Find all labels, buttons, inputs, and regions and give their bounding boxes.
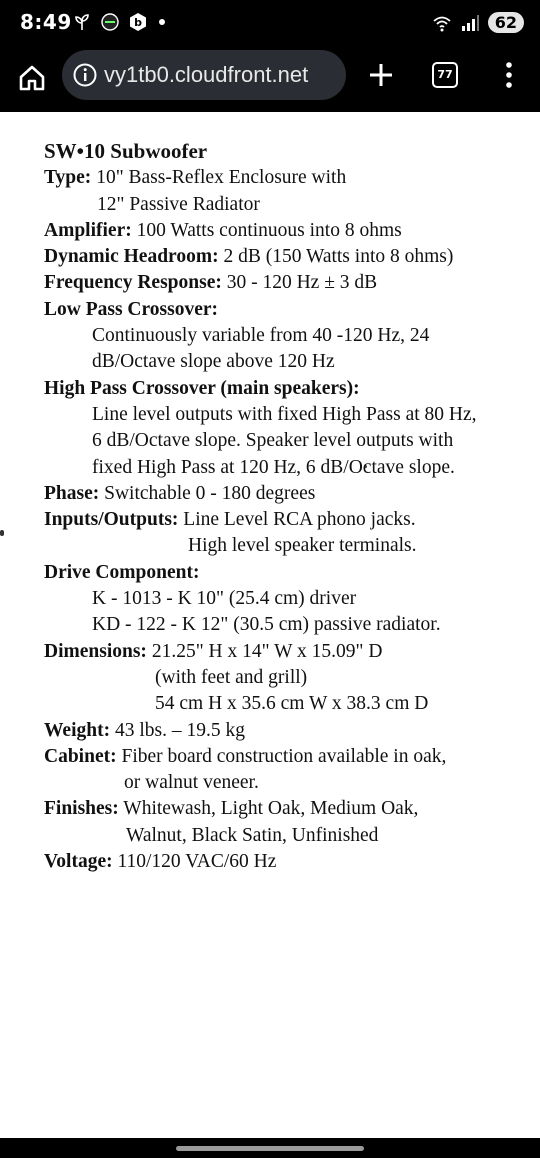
more-menu-icon[interactable] <box>500 58 518 92</box>
highpass-label: High Pass Crossover (main speakers): <box>44 377 360 399</box>
weight-value: 43 lbs. – 19.5 kg <box>110 719 245 741</box>
signal-icon <box>460 13 480 33</box>
headroom-value: 2 dB (150 Watts into 8 ohms) <box>218 246 454 268</box>
type-label: Type: <box>44 167 92 189</box>
lowpass-label: Low Pass Crossover: <box>44 298 219 320</box>
amplifier-label: Amplifier: <box>44 219 132 241</box>
plant-icon <box>72 12 92 32</box>
voltage-label: Voltage: <box>44 851 113 873</box>
edge-mark <box>0 530 4 536</box>
spec-type <box>44 165 524 191</box>
type-value: 10" Bass-Reflex Enclosure with <box>91 167 347 189</box>
url-text[interactable]: vy1tb0.cloudfront.net <box>104 62 309 87</box>
battery-indicator: 62 <box>488 12 524 33</box>
cabinet-value-2: or walnut veneer. <box>124 772 259 794</box>
cabinet-label: Cabinet: <box>44 745 117 767</box>
lowpass-line-2: dB/Octave slope above 120 Hz <box>92 351 335 373</box>
finishes-label: Finishes: <box>44 798 119 820</box>
drive-line-2: KD - 122 - K 12" (30.5 cm) passive radiator. <box>92 614 441 636</box>
phase-label: Phase: <box>44 482 100 504</box>
dot-icon <box>156 12 176 32</box>
drive-label: Drive Component: <box>44 561 200 583</box>
phase-value: Switchable 0 - 180 degrees <box>99 482 316 504</box>
spec-frequency <box>44 270 524 296</box>
new-tab-icon[interactable] <box>364 58 398 92</box>
spec-sheet <box>44 138 524 875</box>
tab-switcher-button[interactable]: 77 <box>432 62 458 88</box>
status-time: 8:49 <box>20 10 72 34</box>
home-icon[interactable] <box>14 60 50 96</box>
spec-voltage <box>44 849 524 875</box>
address-bar[interactable] <box>62 50 346 100</box>
browser-toolbar <box>0 48 540 108</box>
finishes-value-1: Whitewash, Light Oak, Medium Oak, <box>118 798 419 820</box>
frequency-value: 30 - 120 Hz ± 3 dB <box>221 272 378 294</box>
io-label: Inputs/Outputs: <box>44 509 179 531</box>
lowpass-line-1: Continuously variable from 40 -120 Hz, 24 <box>92 325 430 347</box>
dimensions-value-2: (with feet and grill) <box>155 666 308 688</box>
info-icon[interactable] <box>72 62 98 88</box>
finishes-value-2: Walnut, Black Satin, Unfinished <box>126 824 379 846</box>
dimensions-value-3: 54 cm H x 35.6 cm W x 38.3 cm D <box>155 693 429 715</box>
badge-icon <box>128 12 148 32</box>
type-value-2: 12" Passive Radiator <box>97 193 260 215</box>
notification-icons <box>72 12 176 32</box>
app-icon <box>100 12 120 32</box>
wifi-icon <box>432 13 452 33</box>
weight-label: Weight: <box>44 719 111 741</box>
dimensions-value-1: 21.25" H x 14" W x 15.09" D <box>146 640 383 662</box>
doc-title: SW•10 Subwoofer <box>44 139 208 163</box>
drive-line-1: K - 1013 - K 10" (25.4 cm) driver <box>92 588 357 610</box>
spec-headroom <box>44 244 524 270</box>
home-gesture-handle[interactable] <box>176 1146 364 1151</box>
spec-cabinet <box>44 744 524 770</box>
amplifier-value: 100 Watts continuous into 8 ohms <box>131 219 402 241</box>
frequency-label: Frequency Response: <box>44 272 222 294</box>
io-value-1: Line Level RCA phono jacks. <box>178 509 416 531</box>
voltage-value: 110/120 VAC/60 Hz <box>112 851 277 873</box>
spec-weight <box>44 718 524 744</box>
highpass-line-3: fixed High Pass at 120 Hz, 6 dB/Octave slope. <box>92 456 455 478</box>
gesture-nav-bar <box>0 1138 540 1158</box>
highpass-line-1: Line level outputs with fixed High Pass at 80 Hz, <box>92 403 477 425</box>
spec-finishes <box>44 796 524 822</box>
spec-phase <box>44 481 524 507</box>
spec-dimensions <box>44 639 524 665</box>
status-right <box>432 12 524 33</box>
spec-io <box>44 507 524 533</box>
cabinet-value-1: Fiber board construction available in oak, <box>116 745 447 767</box>
svg-text:b: b <box>134 16 142 29</box>
io-value-2: High level speaker terminals. <box>188 535 417 557</box>
highpass-line-2: 6 dB/Octave slope. Speaker level outputs with <box>92 430 454 452</box>
dimensions-label: Dimensions: <box>44 640 147 662</box>
headroom-label: Dynamic Headroom: <box>44 246 219 268</box>
status-bar <box>0 0 540 48</box>
spec-amplifier <box>44 218 524 244</box>
